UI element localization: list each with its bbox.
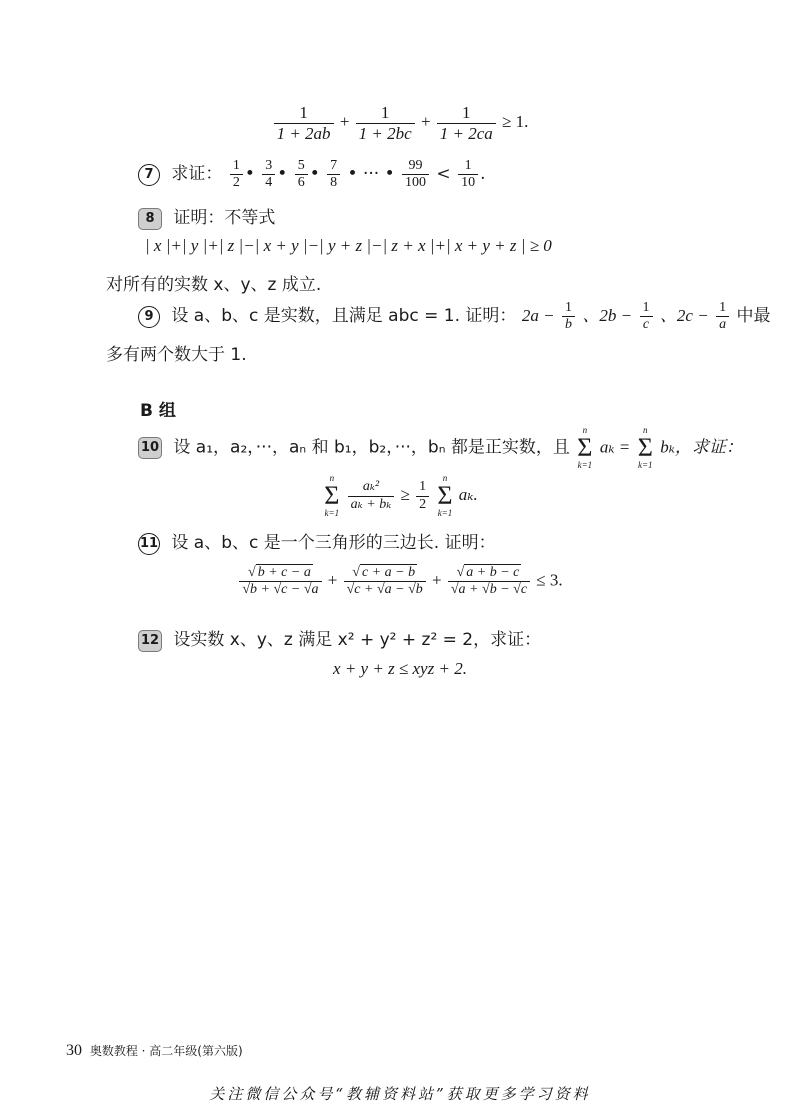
problem-8-tail: 对所有的实数 x、y、z 成立. (106, 275, 322, 295)
problem-12: 12 设实数 x、y、z 满足 x² + y² + z² = 2，求证： (138, 625, 800, 652)
watermark: 关注微信公众号“教辅资料站”获取更多学习资料 (209, 1085, 591, 1103)
problem-8-formula: | x |+| y |+| z |−| x + y |−| y + z |−| z + x |+| x + y + z | ≥ 0 (145, 236, 552, 255)
problem-10-formula: n Σ k=1 $\frac{\text{aₖ²}}{\text{aₖ + bₖ}}$ ≥ $\frac{1}{2}$ n Σ k=1 aₖ. (324, 473, 478, 518)
top-inequality: $\frac{1}{1 + 2ab}$ + $\frac{1}{1 + 2bc}$ + $\frac{1}{1 + 2ca}$ ≥ 1. (0, 103, 800, 143)
problem-8: 8 证明：不等式 (138, 203, 800, 230)
section-heading: B 组 (140, 401, 176, 421)
problem-10: 10 设 a₁，a₂，···，aₙ 和 b₁，b₂，···，bₙ 都是正实数，且 n Σ k=1 aₖ = n Σ k=1 bₖ，求证： (138, 426, 800, 470)
problem-7: 7 求证： $\frac{1}{2}$ • $\frac{3}{4}$ • $\frac{5}{6}$ • $\frac{7}{8}$ • ··· • $\frac{99}{100}$ < $\frac{1}{10}$ . (138, 158, 800, 191)
problem-11-formula: $\frac{√ b + c - a}{√b + √c - √a}$ + $\frac{√ c + a - b}{√c + √a - √b}$ + $\frac{√ a + b - c}{√a + √b - √c}$ ≤ 3. (0, 565, 800, 598)
problem-number: 12 (138, 630, 162, 652)
problem-number: 11 (138, 533, 160, 555)
sum-symbol: n Σ k=1 (637, 425, 653, 470)
fraction: $\frac{1}{1 + 2ab}$ (274, 103, 334, 143)
problem-number: 9 (138, 306, 160, 328)
book-title: 奥数教程 · 高二年级(第六版) (89, 1044, 243, 1058)
fraction: $\frac{1}{1 + 2bc}$ (356, 103, 415, 143)
problem-number: 8 (138, 208, 162, 230)
problem-12-formula: x + y + z ≤ xyz + 2. (333, 659, 467, 678)
problem-number: 7 (138, 164, 160, 186)
problem-9-line2: 多有两个数大于 1. (106, 345, 247, 365)
fraction: $\frac{1}{1 + 2ca}$ (437, 103, 496, 143)
sum-symbol: n Σ k=1 (577, 425, 593, 470)
problem-9: 9 设 a、b、c 是实数，且满足 abc = 1. 证明： 2a − $\frac{1}{b}$ 、2b − $\frac{1}{c}$ 、2c − $\frac{1}{a}$ 中最 (138, 300, 800, 333)
page-footer (66, 1042, 243, 1060)
problem-11: 11 设 a、b、c 是一个三角形的三边长. 证明： (139, 533, 496, 553)
problem-number: 10 (138, 437, 162, 459)
page-number: 30 (66, 1042, 82, 1059)
